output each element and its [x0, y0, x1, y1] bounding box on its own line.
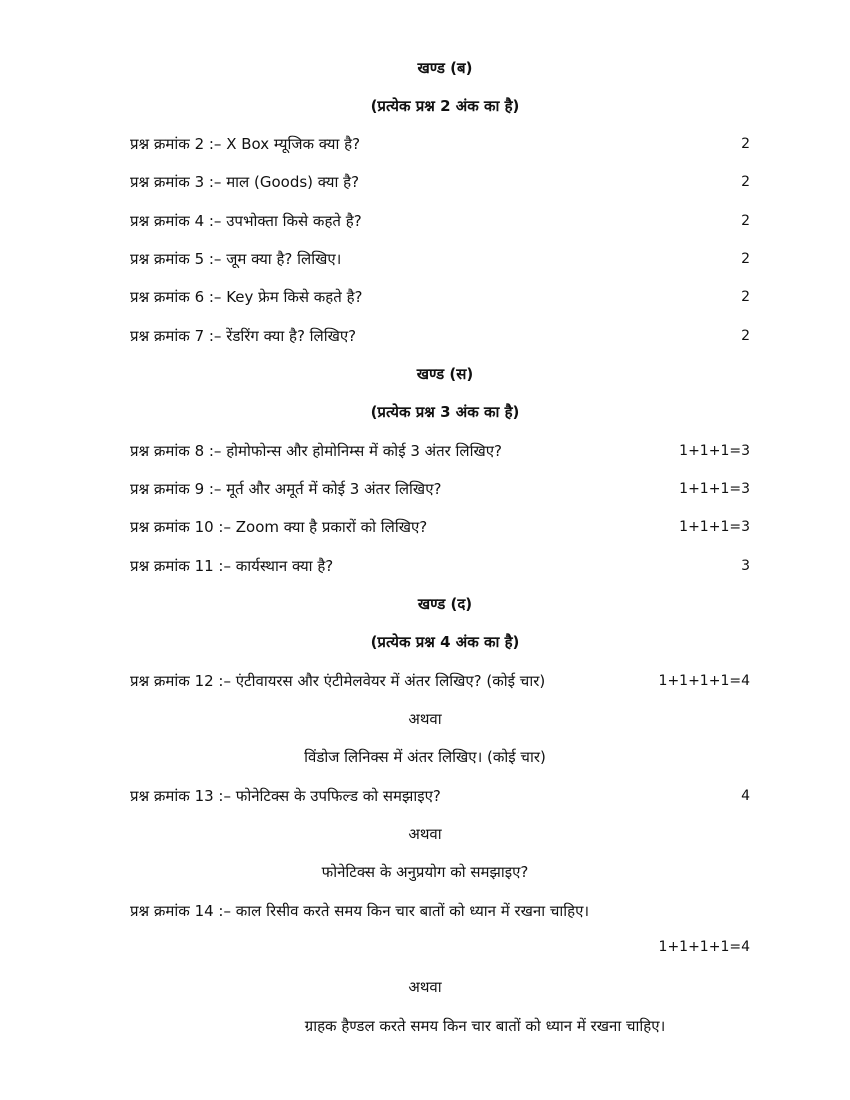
- question-7-marks: 2: [741, 328, 750, 344]
- question-6-marks: 2: [741, 289, 750, 305]
- or-label-2: अथवा: [408, 825, 442, 843]
- question-14: प्रश्न क्रमांक 14 :– काल रिसीव करते समय किन चार बातों को ध्यान में रखना चाहिए।: [130, 902, 590, 920]
- section-c-heading: खण्ड (स): [416, 365, 474, 383]
- question-12-marks: 1+1+1+1=4: [658, 673, 750, 689]
- question-14-alternative: ग्राहक हैण्डल करते समय किन चार बातों को ध्यान में रखना चाहिए।: [304, 1017, 666, 1035]
- question-8-marks: 1+1+1=3: [679, 443, 750, 459]
- question-14-marks: 1+1+1+1=4: [658, 939, 750, 955]
- question-8: प्रश्न क्रमांक 8 :– होमोफोन्स और होमोनिम्स में कोई 3 अंतर लिखिए?: [130, 442, 503, 460]
- or-label-3: अथवा: [408, 978, 442, 996]
- question-3: प्रश्न क्रमांक 3 :– माल (Goods) क्या है?: [130, 173, 360, 191]
- question-11-marks: 3: [741, 558, 750, 574]
- or-label-1: अथवा: [408, 710, 442, 728]
- question-12: प्रश्न क्रमांक 12 :– एंटीवायरस और एंटीमेलवेयर में अंतर लिखिए? (कोई चार): [130, 672, 546, 690]
- question-5-marks: 2: [741, 251, 750, 267]
- question-2-marks: 2: [741, 136, 750, 152]
- section-c-note: (प्रत्येक प्रश्न 3 अंक का है): [370, 403, 520, 421]
- question-7: प्रश्न क्रमांक 7 :– रेंडरिंग क्या है? लिखिए?: [130, 327, 357, 345]
- question-11: प्रश्न क्रमांक 11 :– कार्यस्थान क्या है?: [130, 557, 334, 575]
- section-d-heading: खण्ड (द): [417, 595, 473, 613]
- section-b-heading: खण्ड (ब): [417, 59, 473, 77]
- question-4-marks: 2: [741, 213, 750, 229]
- question-9-marks: 1+1+1=3: [679, 481, 750, 497]
- section-b-note: (प्रत्येक प्रश्न 2 अंक का है): [370, 97, 520, 115]
- question-3-marks: 2: [741, 174, 750, 190]
- question-13: प्रश्न क्रमांक 13 :– फोनेटिक्स के उपफिल्ड को समझाइए?: [130, 787, 441, 805]
- question-10: प्रश्न क्रमांक 10 :– Zoom क्या है प्रकारों को लिखिए?: [130, 518, 428, 536]
- section-d-note: (प्रत्येक प्रश्न 4 अंक का है): [370, 633, 520, 651]
- question-9: प्रश्न क्रमांक 9 :– मूर्त और अमूर्त में कोई 3 अंतर लिखिए?: [130, 480, 442, 498]
- question-13-alternative: फोनेटिक्स के अनुप्रयोग को समझाइए?: [321, 863, 529, 881]
- question-5: प्रश्न क्रमांक 5 :– जूम क्या है? लिखिए।: [130, 250, 342, 268]
- question-6: प्रश्न क्रमांक 6 :– Key फ्रेम किसे कहते है?: [130, 288, 363, 306]
- question-4: प्रश्न क्रमांक 4 :– उपभोक्ता किसे कहते है?: [130, 212, 362, 230]
- question-2: प्रश्न क्रमांक 2 :– X Box म्यूजिक क्या है?: [130, 135, 361, 153]
- question-13-marks: 4: [741, 788, 750, 804]
- question-10-marks: 1+1+1=3: [679, 519, 750, 535]
- question-12-alternative: विंडोज लिनिक्स में अंतर लिखिए। (कोई चार): [304, 748, 546, 766]
